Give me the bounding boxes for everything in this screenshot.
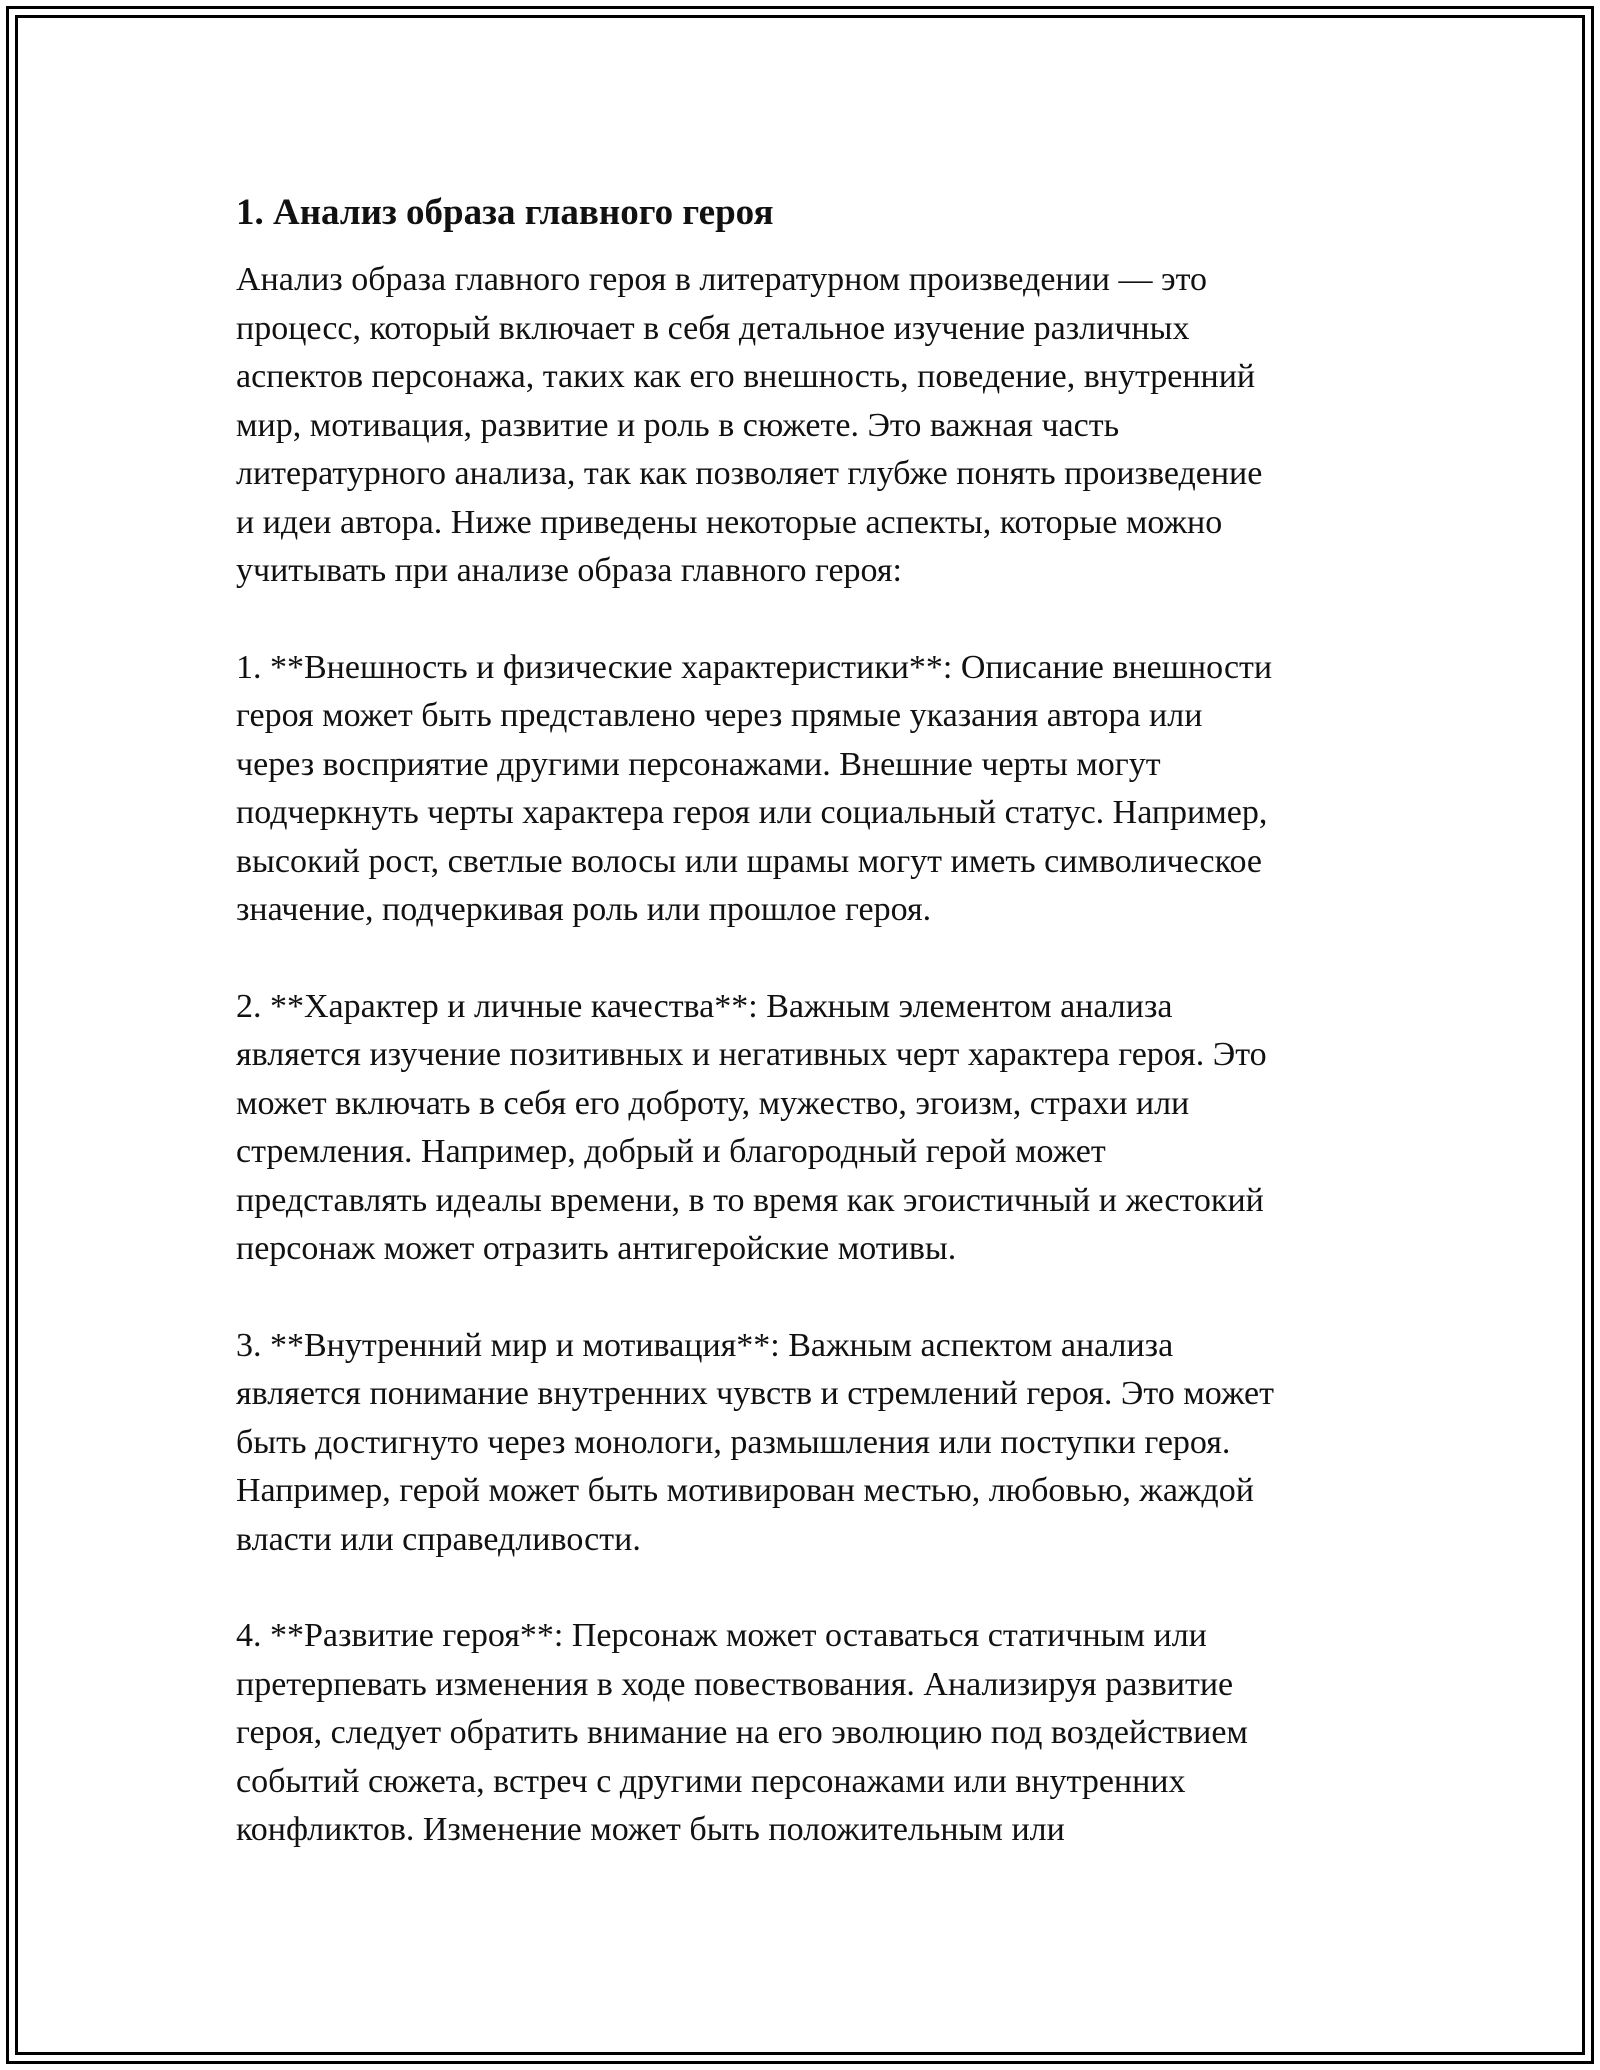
paragraph-line: 3. **Внутренний мир и мотивация**: Важным аспектом анализа (236, 1326, 1174, 1364)
paragraph-line: представлять идеалы времени, в то время как эгоистичный и жестокий (236, 1181, 1264, 1219)
paragraph-line: 4. **Развитие героя**: Персонаж может оставаться статичным или (236, 1617, 1207, 1654)
document-body (236, 188, 1366, 1903)
paragraph-list (236, 256, 1366, 1855)
paragraph-line: 2. **Характер и личные качества**: Важным элементом анализа (236, 987, 1173, 1025)
paragraph (236, 983, 1366, 1274)
paragraph-line: является понимание внутренних чувств и стремлений героя. Это может (236, 1375, 1274, 1412)
paragraph-line: учитывать при анализе образа главного героя: (236, 552, 902, 589)
paragraph-line: героя, следует обратить внимание на его эволюцию под воздействием (236, 1714, 1248, 1751)
paragraph-line: является изучение позитивных и негативных черт характера героя. Это (236, 1036, 1267, 1073)
paragraph-line: и идеи автора. Ниже приведены некоторые аспекты, которые можно (236, 503, 1223, 541)
paragraph-line: власти или справедливости. (236, 1520, 641, 1558)
document-title: 1. Анализ образа главного героя (236, 192, 774, 233)
paragraph-line: героя может быть представлено через прямые указания автора или (236, 697, 1203, 734)
paragraph (236, 256, 1366, 596)
paragraph-line: аспектов персонажа, таких как его внешность, поведение, внутренний (236, 358, 1256, 395)
paragraph-line: Например, герой может быть мотивирован местью, любовью, жаждой (236, 1472, 1254, 1509)
paragraph-line: Анализ образа главного героя в литературном произведении — это (236, 261, 1207, 298)
paragraph-line: литературного анализа, так как позволяет глубже понять произведение (236, 455, 1263, 492)
paragraph-line: конфликтов. Изменение может быть положительным или (236, 1811, 1065, 1848)
paragraph-line: подчеркнуть черты характера героя или социальный статус. Например, (236, 794, 1268, 831)
paragraph-line: процесс, который включает в себя детальное изучение различных (236, 309, 1190, 347)
paragraph-line: быть достигнуто через монологи, размышления или поступки героя. (236, 1423, 1231, 1461)
paragraph-line: через восприятие другими персонажами. Внешние черты могут (236, 745, 1161, 783)
paragraph-line: мир, мотивация, развитие и роль в сюжете. Это важная часть (236, 406, 1120, 444)
paragraph-line: 1. **Внешность и физические характеристики**: Описание внешности (236, 648, 1273, 686)
paragraph-line: событий сюжета, встреч с другими персонажами или внутренних (236, 1762, 1186, 1800)
paragraph (236, 644, 1366, 935)
paragraph-line: высокий рост, светлые волосы или шрамы могут иметь символическое (236, 842, 1262, 880)
paragraph-line: может включать в себя его доброту, мужество, эгоизм, страхи или (236, 1084, 1190, 1122)
paragraph-line: значение, подчеркивая роль или прошлое героя. (236, 891, 932, 928)
paragraph (236, 1612, 1366, 1855)
paragraph (236, 1322, 1366, 1565)
paragraph-line: стремления. Например, добрый и благородный герой может (236, 1133, 1106, 1170)
paragraph-line: персонаж может отразить антигеройские мотивы. (236, 1230, 957, 1267)
paragraph-line: претерпевать изменения в ходе повествования. Анализируя развитие (236, 1665, 1234, 1703)
